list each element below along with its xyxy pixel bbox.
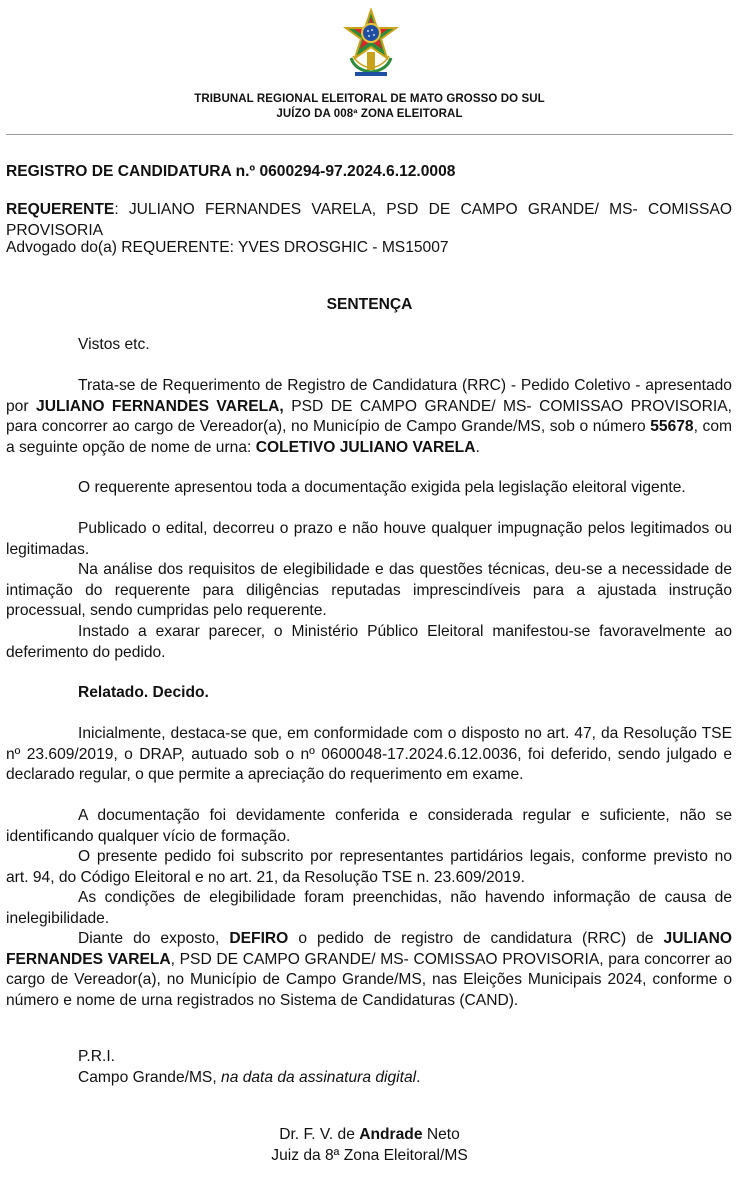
paragraph-9: As condições de elegibilidade foram preenchidas, não havendo informação de causa de inelegibilidade. [6,889,732,927]
paragraph-3: Publicado o edital, decorreu o prazo e não houve qualquer impugnação pelos legitimados ou legitimadas. [6,520,732,558]
paragraph-6: Inicialmente, destaca-se que, em conformidade com o disposto no art. 47, da Resolução TSE nº 23.609/2019, o DRAP, autuado sob o nº 0600048-17.2024.6.12.0036, foi deferido, sendo julgado e declarado regular, o que permite a apreciação do requerimento em exame. [6,725,732,784]
paragraph-2: O requerente apresentou toda a documentação exigida pela legislação eleitoral vigente. [78,479,686,496]
sentence-title: SENTENÇA [326,296,413,313]
judge-role: Juiz da 8ª Zona Eleitoral/MS [271,1147,468,1164]
relatado-decido: Relatado. Decido. [78,684,209,701]
header-divider [6,134,733,135]
pri: P.R.I. [78,1048,115,1065]
paragraph-8: O presente pedido foi subscrito por representantes partidários legais, conforme previsto no art. 94, do Código Eleitoral e no art. 21, da Resolução TSE n. 23.609/2019. [6,848,732,886]
place-date: Campo Grande/MS, na data da assinatura digital. [78,1069,421,1086]
case-title: REGISTRO DE CANDIDATURA n.º 0600294-97.2024.6.12.0008 [6,163,456,180]
paragraph-1: Trata-se de Requerimento de Registro de Candidatura (RRC) - Pedido Coletivo - apresentado por JULIANO FERNANDES VARELA, PSD DE CAMPO GRANDE/ MS- COMISSAO PROVISORIA, para concorrer ao cargo de Vereador(a), no Município de Campo Grande/MS, sob o número 55678, com a seguinte opção de nome de urna: COLETIVO JULIANO VARELA. [6,377,733,456]
paragraph-5: Instado a exarar parecer, o Ministério Público Eleitoral manifestou-se favoravelmente ao deferimento do pedido. [6,623,732,661]
brazil-coat-of-arms-icon [341,8,401,78]
paragraph-7: A documentação foi devidamente conferida e considerada regular e suficiente, não se identificando qualquer vício de formação. [6,807,732,845]
judge-name: Dr. F. V. de Andrade Neto [279,1126,460,1143]
paragraph-10: Diante do exposto, DEFIRO o pedido de registro de candidatura (RRC) de JULIANO FERNANDES VARELA, PSD DE CAMPO GRANDE/ MS- COMISSAO PROVISORIA, para concorrer ao cargo de Vereador(a), no Município de Campo Grande/MS, nas Eleições Municipais 2024, conforme o número e nome de urna registrados no Sistema de Candidaturas (CAND). [6,930,732,1009]
paragraph-4: Na análise dos requisitos de elegibilidade e das questões técnicas, deu-se a necessidade de intimação do requerente para diligências reputadas imprescindíveis para a ajustada instrução processual, sendo cumpridas pelo requerente. [6,561,732,620]
requerente-line [6,200,732,241]
zone-name: JUÍZO DA 008ª ZONA ELEITORAL [276,108,463,120]
advogado-line: Advogado do(a) REQUERENTE: YVES DROSGHIC - MS15007 [6,239,449,256]
requerente-label: REQUERENTE [6,201,115,218]
vistos: Vistos etc. [78,336,150,353]
court-name: TRIBUNAL REGIONAL ELEITORAL DE MATO GROSSO DO SUL [194,93,545,105]
requerente-value: : JULIANO FERNANDES VARELA, PSD DE CAMPO GRANDE/ MS- COMISSAO PROVISORIA [6,201,732,239]
